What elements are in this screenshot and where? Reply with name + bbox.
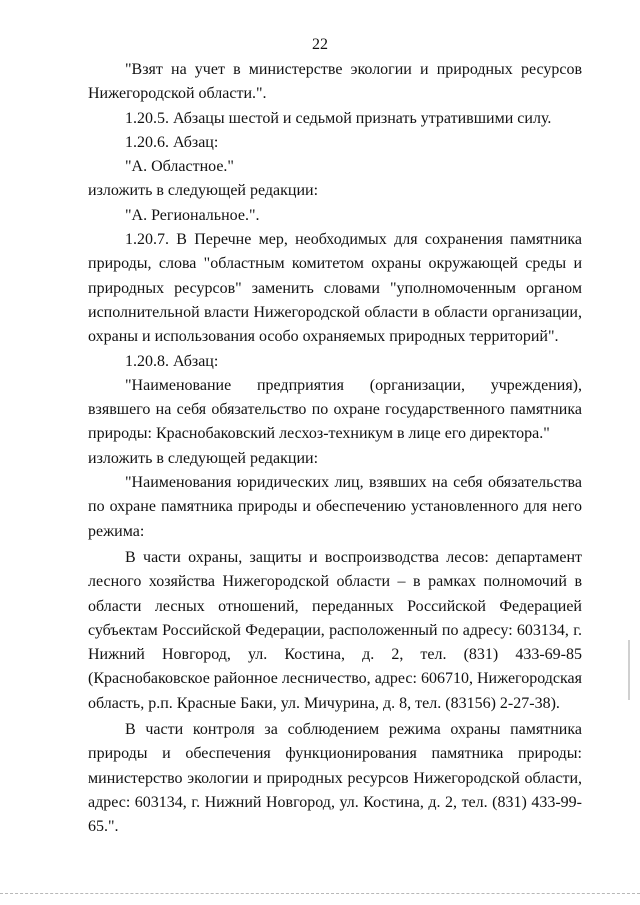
paragraph-1-20-7: 1.20.7. В Перечне мер, необходимых для сохранения памятника природы, слова "областным комитетом охраны окружающей среды и природных ресурсов" заменить словами "уполномоченным органом исполнительной власти Нижегородской области в области организации, охраны и использования особо охраняемых природных территорий". — [88, 231, 582, 346]
paragraph-quote-regional-new: "А. Региональное.". — [125, 206, 260, 224]
paragraph-quote-legal-entities: "Наименования юридических лиц, взявших на себя обязательства по охране памятника природы и обеспечению установленного для него режима: — [88, 474, 582, 540]
paragraph-quote-regional-old: "А. Областное." — [125, 158, 234, 176]
paragraph-1-20-6: 1.20.6. Абзац: — [125, 133, 219, 151]
document-body — [88, 58, 582, 840]
paragraph-1-20-5: 1.20.5. Абзацы шестой и седьмой признать утратившими силу. — [125, 109, 552, 127]
paragraph-restate-2: изложить в следующей редакции: — [88, 449, 319, 467]
paragraph-forest-protection: В части охраны, защиты и воспроизводства лесов: департамент лесного хозяйства Нижегородской области – в рамках полномочий в области лесных отношений, переданных Российской Федерацией субъектам Российской Федерации, расположенный по адресу: 603134, г. Нижний Новгород, ул. Костина, д. 2, тел. (831) 433-69-85 (Краснобаковское районное лесничество, адрес: 606710, Нижегородская область, р.п. Красные Баки, ул. Мичурина, д. 8, тел. (83156) 2-27-38). — [88, 548, 582, 712]
page-number: 22 — [312, 36, 328, 53]
paragraph-1-20-8: 1.20.8. Абзац: — [125, 352, 219, 370]
paragraph-quote-enterprise-old: "Наименование предприятия (организации, учреждения), взявшего на себя обязательство по охране государственного памятника природы: Краснобаковский лесхоз-техникум в лице его директора." — [88, 376, 582, 443]
paragraph-restate-1: изложить в следующей редакции: — [88, 182, 319, 200]
scan-bottom-edge — [0, 893, 640, 894]
scan-edge-mark — [628, 640, 630, 700]
paragraph-regime-control: В части контроля за соблюдением режима охраны памятника природы и обеспечения функционирования памятника природы: министерство экологии и природных ресурсов Нижегородской области, адрес: 603134, г. Нижний Новгород, ул. Костина, д. 2, тел. (831) 433-99-65.". — [88, 721, 582, 836]
paragraph-quote-registered: "Взят на учет в министерстве экологии и природных ресурсов Нижегородской области.". — [88, 61, 582, 103]
